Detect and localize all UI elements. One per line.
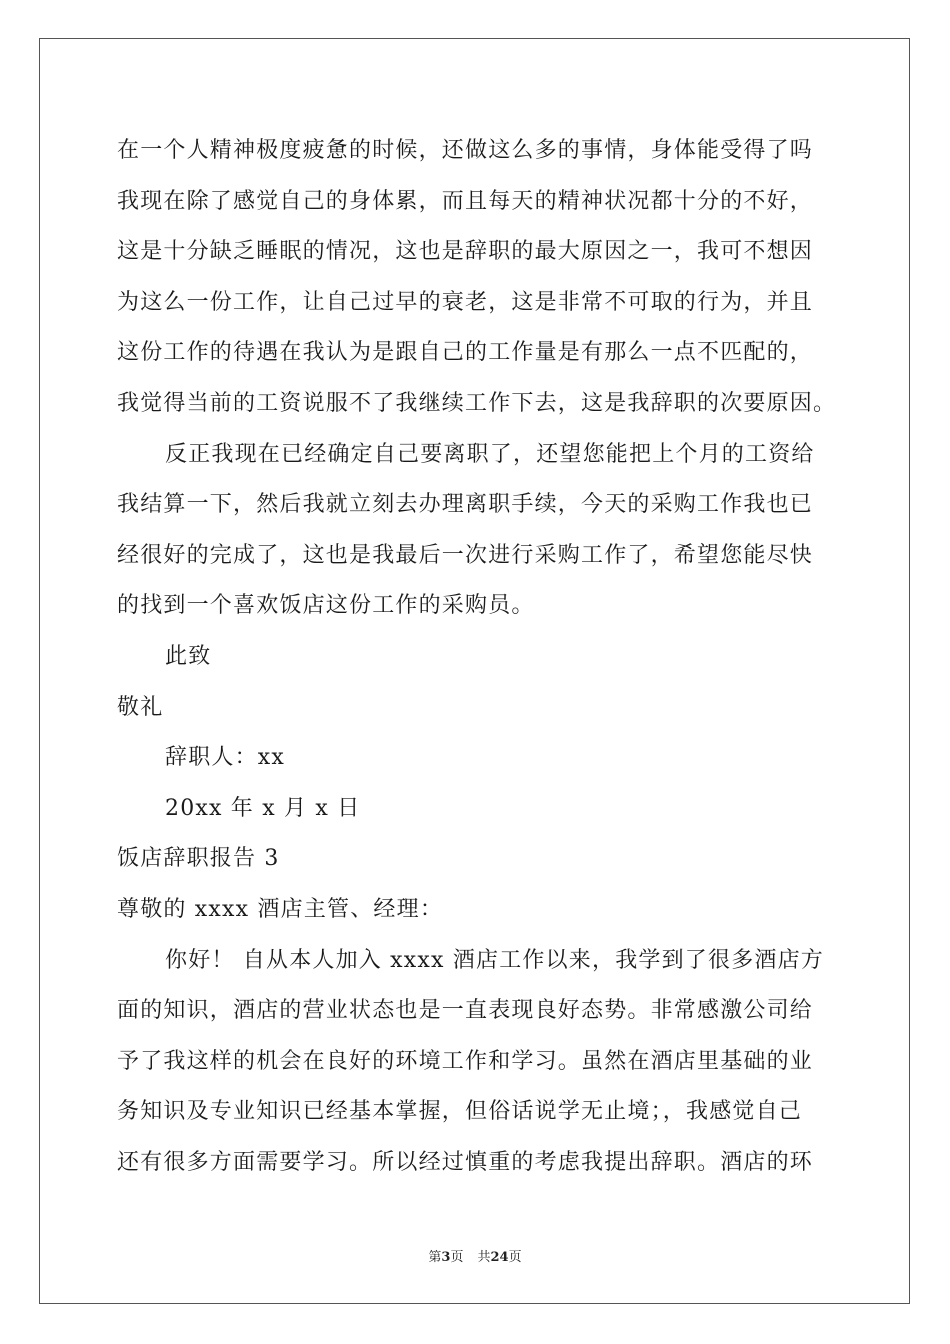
- text-line: 尊敬的 xxxx 酒店主管、经理：: [117, 896, 444, 922]
- text-line: 务知识及专业知识已经基本掌握，但俗话说学无止境；，我感觉自己: [117, 1099, 803, 1125]
- text-line: 经很好的完成了，这也是我最后一次进行采购工作了，希望您能尽快: [117, 542, 814, 568]
- total-suffix: 页: [508, 1250, 522, 1265]
- text-line: 在一个人精神极度疲惫的时候，还做这么多的事情，身体能受得了吗: [117, 138, 814, 163]
- page-footer: [0, 1246, 950, 1265]
- text-line: 这是十分缺乏睡眠的情况，这也是辞职的最大原因之一，我可不想因: [117, 239, 814, 265]
- text-line: 的找到一个喜欢饭店这份工作的采购员。: [117, 593, 535, 619]
- text-line: 饭店辞职报告 3: [117, 846, 280, 872]
- page-suffix: 页: [450, 1250, 464, 1265]
- text-line: 我觉得当前的工资说服不了我继续工作下去，这是我辞职的次要原因。: [117, 390, 837, 416]
- document-body: [117, 126, 837, 1188]
- text-line: 予了我这样的机会在良好的环境工作和学习。虽然在酒店里基础的业: [117, 1048, 814, 1074]
- current-page-number: 3: [441, 1250, 451, 1265]
- text-line: 20xx 年 x 月 x 日: [165, 795, 361, 821]
- text-line: 我现在除了感觉自己的身体累，而且每天的精神状况都十分的不好，: [117, 188, 814, 214]
- text-line: 面的知识，酒店的营业状态也是一直表现良好态势。非常感激公司给: [117, 998, 814, 1024]
- text-line: 为这么一份工作，让自己过早的衰老，这是非常不可取的行为，并且: [117, 289, 814, 315]
- text-line: 此致: [165, 643, 212, 669]
- text-line: 这份工作的待遇在我认为是跟自己的工作量是有那么一点不匹配的，: [117, 340, 814, 366]
- text-line: 我结算一下，然后我就立刻去办理离职手续，今天的采购工作我也已: [117, 492, 814, 518]
- page-prefix: 第: [428, 1250, 442, 1265]
- total-page-count: 24: [490, 1250, 509, 1265]
- total-prefix: 共: [477, 1250, 491, 1265]
- text-line: 辞职人：xx: [165, 745, 286, 771]
- text-line: 反正我现在已经确定自己要离职了，还望您能把上个月的工资给: [165, 441, 815, 467]
- text-line: 敬礼: [117, 694, 164, 720]
- text-line: 还有很多方面需要学习。所以经过慎重的考虑我提出辞职。酒店的环: [117, 1149, 814, 1175]
- text-line: 你好！ 自从本人加入 xxxx 酒店工作以来，我学到了很多酒店方: [165, 947, 825, 973]
